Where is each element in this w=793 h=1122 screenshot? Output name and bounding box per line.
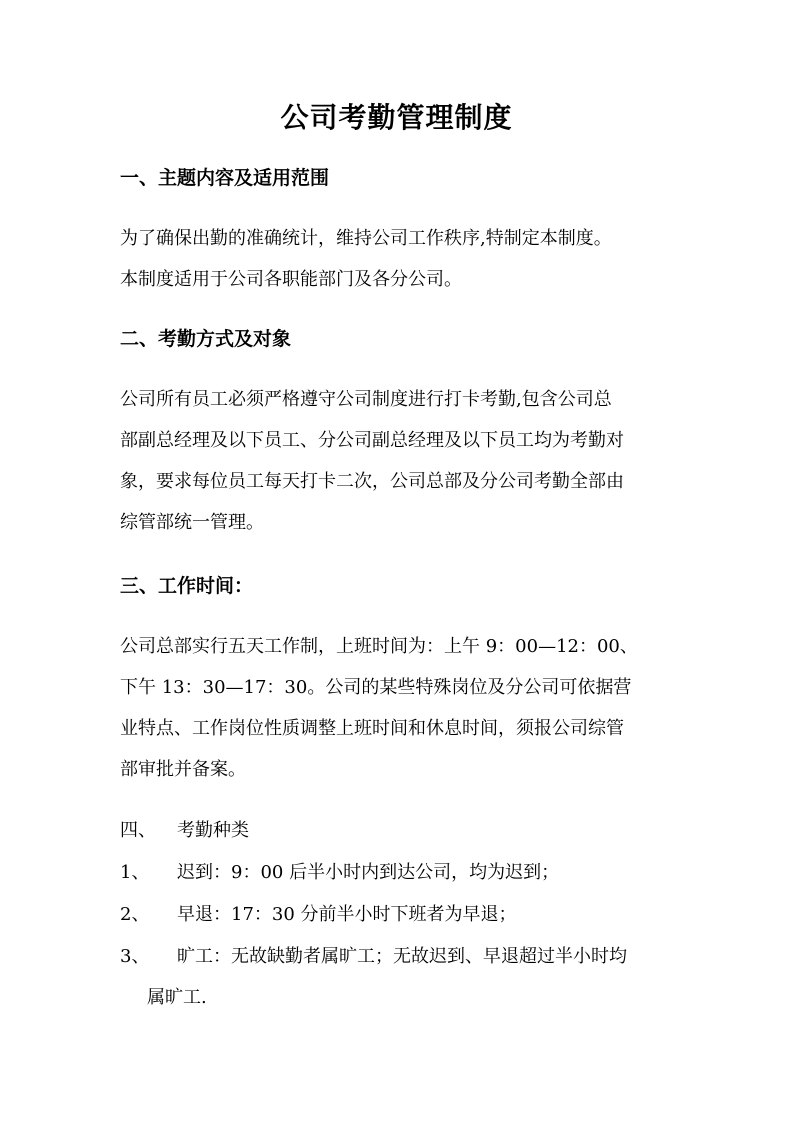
paragraph-line: 为了确保出勤的准确统计，维持公司工作秩序,特制定本制度。 <box>120 228 612 249</box>
section-1-heading: 一、主题内容及适用范围 <box>120 167 330 189</box>
paragraph-line: 下午 13：30—17：30。公司的某些特殊岗位及分公司可依据营 <box>120 677 632 698</box>
paragraph-line: 公司总部实行五天工作制，上班时间为：上午 9：00—12：00、 <box>120 636 638 657</box>
paragraph-line: 象，要求每位员工每天打卡二次，公司总部及分公司考勤全部由 <box>120 471 624 492</box>
paragraph-line: 公司所有员工必须严格遵守公司制度进行打卡考勤,包含公司总 <box>120 389 612 410</box>
paragraph-line: 部审批并备案。 <box>120 759 246 780</box>
list-item-number: 3、 <box>120 946 150 967</box>
section-4-label: 考勤种类 <box>177 820 249 841</box>
list-item-continuation: 属旷工. <box>147 987 207 1008</box>
list-item-text: 旷工：无故缺勤者属旷工；无故迟到、早退超过半小时均 <box>177 946 627 967</box>
section-3-heading: 三、工作时间： <box>120 575 254 597</box>
section-2-paragraph <box>120 379 676 543</box>
paragraph-line: 部副总经理及以下员工、分公司副总经理及以下员工均为考勤对 <box>120 430 624 451</box>
list-item-text: 早退：17：30 分前半小时下班者为早退； <box>177 904 517 925</box>
paragraph-line: 业特点、工作岗位性质调整上班时间和休息时间，须报公司综管 <box>120 718 624 739</box>
document-title: 公司考勤管理制度 <box>280 101 513 134</box>
section-1-paragraph <box>120 218 676 300</box>
list-item-number: 2、 <box>120 904 150 925</box>
list-item-text: 迟到：9：00 后半小时内到达公司，均为迟到； <box>177 862 560 883</box>
paragraph-line: 综管部统一管理。 <box>120 512 264 533</box>
section-3-paragraph <box>120 626 676 790</box>
list-item-number: 1、 <box>120 862 150 883</box>
section-4-number: 四、 <box>120 820 156 841</box>
section-2-heading: 二、考勤方式及对象 <box>120 328 292 350</box>
paragraph-line: 本制度适用于公司各职能部门及各分公司。 <box>120 269 462 290</box>
